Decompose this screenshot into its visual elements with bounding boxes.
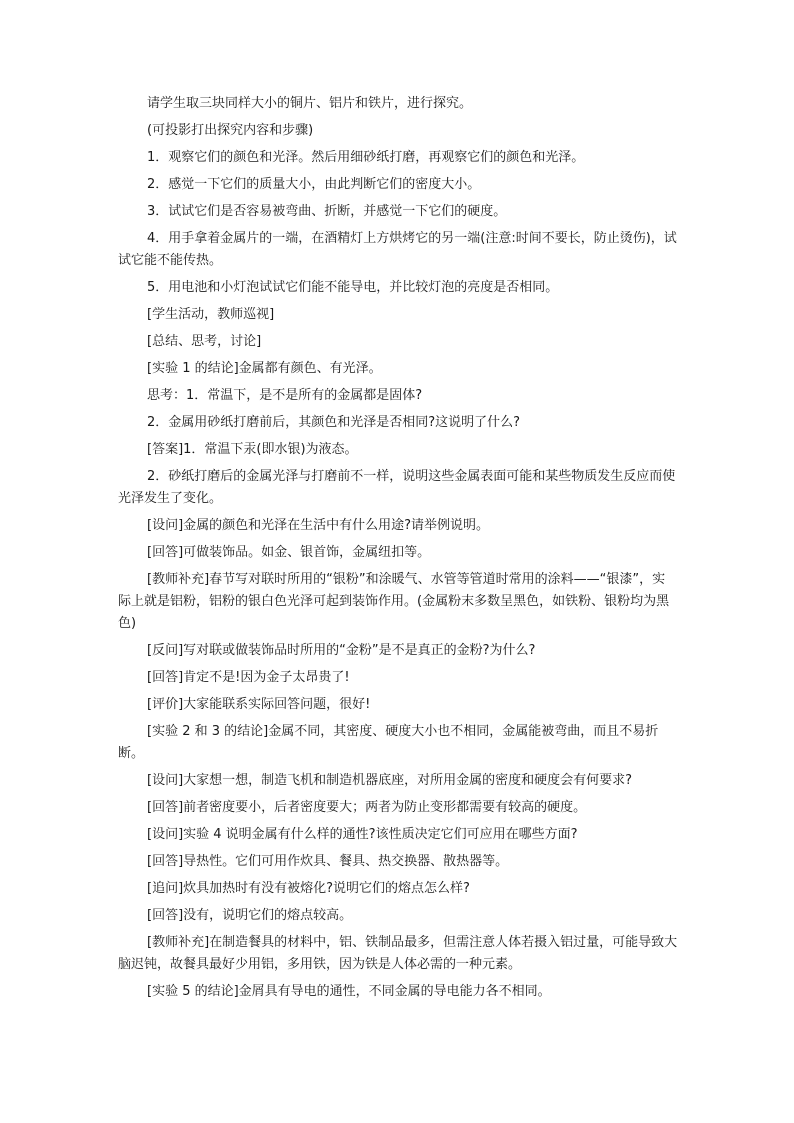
paragraph-think-1: 思考：1．常温下，是不是所有的金属都是固体? bbox=[147, 388, 423, 403]
paragraph-reply-gold: [回答]肯定不是!因为金子太昂贵了! bbox=[147, 670, 350, 685]
paragraph-step-5: 5．用电池和小灯泡试试它们能不能导电，并比较灯泡的亮度是否相同。 bbox=[147, 280, 559, 295]
paragraph-step-1: 1．观察它们的颜色和光泽。然后用细砂纸打磨，再观察它们的颜色和光泽。 bbox=[147, 150, 585, 165]
paragraph-think-2: 2．金属用砂纸打磨前后，其颜色和光泽是否相同?这说明了什么? bbox=[147, 415, 521, 430]
paragraph-intro: 请学生取三块同样大小的铜片、铝片和铁片，进行探究。 bbox=[147, 96, 473, 111]
paragraph-conclusion-5: [实验 5 的结论]金屑具有导电的通性，不同金属的导电能力各不相同。 bbox=[147, 984, 551, 999]
document-body bbox=[118, 93, 678, 1008]
paragraph-step-2: 2．感觉一下它们的质量大小，由此判断它们的密度大小。 bbox=[147, 177, 481, 192]
paragraph-reply-conductivity: [回答]导热性。它们可用作炊具、餐具、热交换器、散热器等。 bbox=[147, 854, 509, 869]
paragraph-counter-question: [反问]写对联或做装饰品时所用的“金粉”是不是真正的金粉?为什么? bbox=[147, 643, 536, 658]
paragraph-question-aircraft: [设问]大家想一想，制造飞机和制造机器底座，对所用金属的密度和硬度会有何要求? bbox=[147, 773, 633, 788]
paragraph-answer-2: 2．砂纸打磨后的金属光泽与打磨前不一样，说明这些金属表面可能和某些物质发生反应而使光泽发生了变化。 bbox=[118, 469, 676, 506]
paragraph-conclusion-1: [实验 1 的结论]金属都有颜色、有光泽。 bbox=[147, 361, 382, 376]
paragraph-step-3: 3．试试它们是否容易被弯曲、折断，并感觉一下它们的硬度。 bbox=[147, 204, 507, 219]
paragraph-evaluation: [评价]大家能联系实际回答问题，很好! bbox=[147, 697, 371, 712]
paragraph-step-4: 4．用手拿着金属片的一端，在酒精灯上方烘烤它的另一端(注意:时间不要长，防止烫伤)，试试它能不能传热。 bbox=[118, 231, 677, 268]
paragraph-projection-note: (可投影打出探究内容和步骤) bbox=[147, 123, 314, 138]
paragraph-summary: [总结、思考，讨论] bbox=[147, 334, 262, 349]
paragraph-teacher-note-tableware: [教师补充]在制造餐具的材料中，铝、铁制品最多，但需注意人体若摄入铝过量，可能导致大脑迟钝，故餐具最好少用铝，多用铁，因为铁是人体必需的一种元素。 bbox=[118, 935, 678, 972]
paragraph-conclusion-2-3: [实验 2 和 3 的结论]金属不同，其密度、硬度大小也不相同，金属能被弯曲，而且不易折断。 bbox=[118, 724, 659, 761]
paragraph-followup-question: [追问]炊具加热时有没有被熔化?说明它们的熔点怎么样? bbox=[147, 881, 470, 896]
paragraph-question-color: [设问]金属的颜色和光泽在生活中有什么用途?请举例说明。 bbox=[147, 518, 490, 533]
paragraph-question-exp4: [设问]实验 4 说明金属有什么样的通性?该性质决定它们可应用在哪些方面? bbox=[147, 827, 578, 842]
paragraph-answer-1: [答案]1．常温下汞(即水银)为液态。 bbox=[147, 442, 358, 457]
paragraph-reply-decoration: [回答]可做装饰品。如金、银首饰，金属纽扣等。 bbox=[147, 545, 431, 560]
paragraph-reply-melting: [回答]没有，说明它们的熔点较高。 bbox=[147, 908, 353, 923]
paragraph-reply-density: [回答]前者密度要小，后者密度要大；两者为防止变形都需要有较高的硬度。 bbox=[147, 800, 587, 815]
paragraph-teacher-note-silver: [教师补充]春节写对联时所用的“银粉”和涂暖气、水管等管道时常用的涂料——“银漆”，实际上就是铝粉，铝粉的银白色光泽可起到装饰作用。(金属粉末多数呈黑色，如铁粉、银粉均为黑色) bbox=[118, 572, 670, 631]
paragraph-student-activity: [学生活动，教师巡视] bbox=[147, 307, 275, 322]
